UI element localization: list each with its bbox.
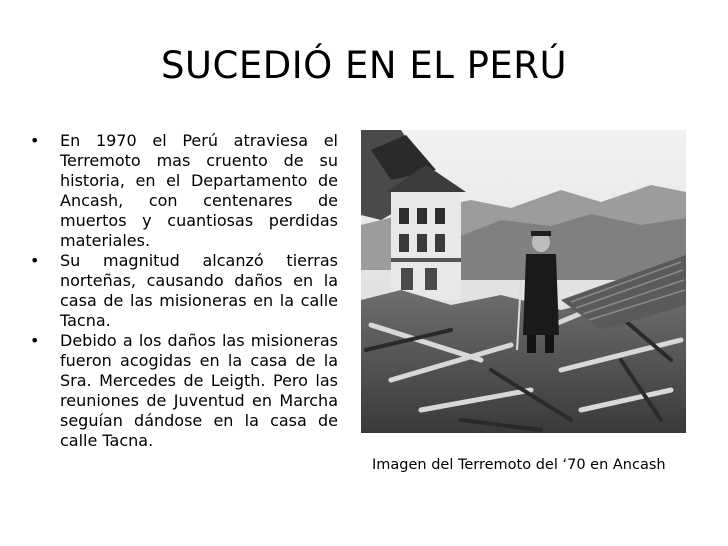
bullet-item — [30, 131, 338, 251]
earthquake-ruins-image — [361, 130, 686, 433]
bullet-text: En 1970 el Perú atraviesa el Terremoto mas cruento de su historia, en el Departamento de Ancash, con centenares de muertos y cuantiosas perdidas materiales. — [60, 131, 338, 250]
bullet-text: Debido a los daños las misioneras fueron acogidas en la casa de la Sra. Mercedes de Leigth. Pero las reuniones de Juventud en Marcha seguían dándose en la casa de calle Tacna. — [60, 331, 338, 450]
slide-title: SUCEDIÓ EN EL PERÚ — [160, 44, 568, 87]
bullet-icon: • — [30, 251, 40, 270]
bullet-text: Su magnitud alcanzó tierras norteñas, causando daños en la casa de las misioneras en la calle Tacna. — [60, 251, 338, 330]
earthquake-photo — [361, 130, 686, 433]
bullet-item — [30, 251, 338, 331]
bullet-icon: • — [30, 331, 40, 350]
bullet-list — [30, 131, 338, 451]
photo-caption: Imagen del Terremoto del ‘70 en Ancash — [372, 457, 666, 473]
bullet-item — [30, 331, 338, 451]
bullet-icon: • — [30, 131, 40, 150]
